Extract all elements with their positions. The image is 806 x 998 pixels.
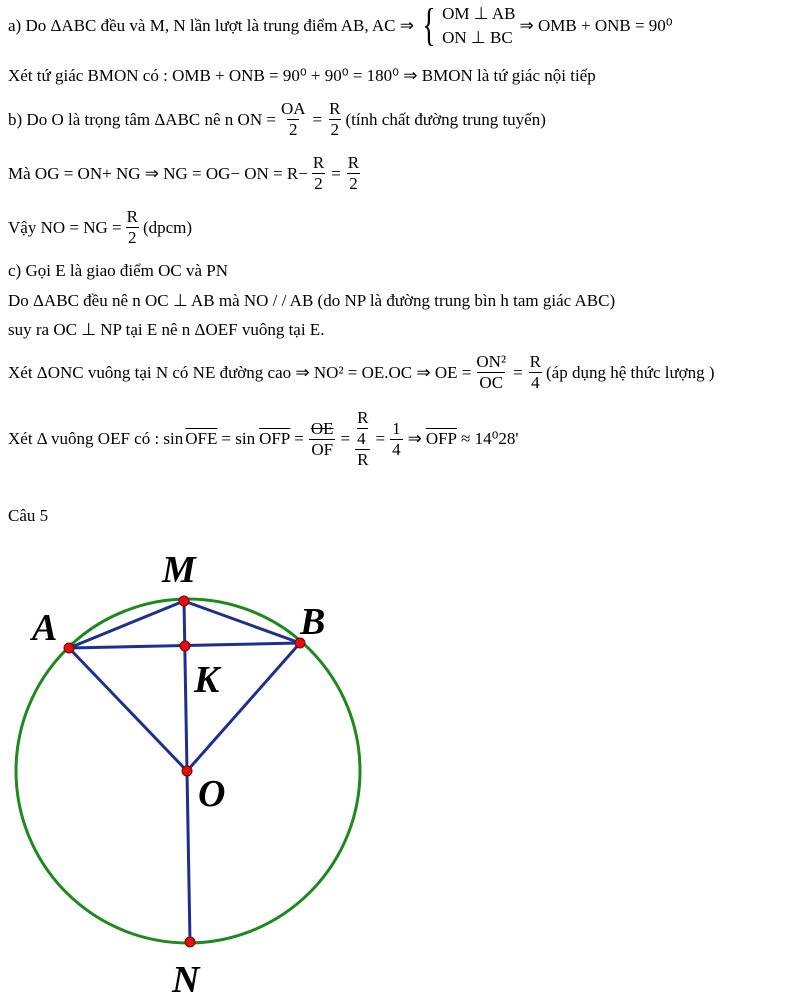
fraction-r-2 (311, 153, 326, 194)
line-c3 (8, 320, 324, 340)
label-a: A (32, 607, 58, 649)
segment-ao (69, 648, 187, 771)
system-row-1: OM ⊥ AB (442, 4, 516, 23)
label-m: M (162, 549, 196, 591)
part-a-text: a) Do ΔABC đều và M, N lần lượt là trung điểm AB, AC ⇒ (8, 16, 415, 35)
part-c-reason: Do ΔABC đều nê n OC ⊥ AB mà NO / / AB (do NP là đường trung bìn h tam giác ABC) (8, 291, 616, 310)
onc-text: Xét ΔONC vuông tại N có NE đường cao ⇒ NO² = OE.OC ⇒ OE = (8, 362, 472, 382)
frac-den: 4 (531, 373, 540, 392)
line-bmon (8, 66, 596, 86)
frac-num: R (329, 99, 341, 118)
frac-num: ON² (476, 352, 507, 371)
frac-num: OE (310, 418, 334, 438)
label-n: N (172, 959, 200, 998)
frac-den: R (357, 450, 369, 469)
equals: = (513, 362, 523, 382)
label-b: B (300, 601, 326, 643)
point-a (64, 643, 74, 653)
equals: = (294, 429, 304, 448)
line-ma (8, 153, 364, 194)
sin-text: Xét Δ vuông OEF có : sin (8, 429, 184, 448)
geometry-figure (0, 530, 806, 998)
line-c2 (8, 291, 615, 311)
point-o (182, 766, 192, 776)
fraction-1-4 (390, 419, 403, 460)
frac-den: 2 (288, 120, 298, 139)
line-part-a (8, 2, 673, 50)
inner-den: 4 (357, 428, 368, 449)
point-k (180, 641, 190, 651)
line-sin (8, 408, 520, 470)
part-b-text: b) Do O là trọng tâm ΔABC nê n ON = (8, 109, 276, 129)
frac-num: 1 (392, 418, 401, 438)
ma-text: Mà OG = ON+ NG ⇒ NG = OG− ON = R− (8, 163, 308, 183)
line-onc (8, 352, 715, 393)
fraction-r-2 (327, 99, 342, 140)
fraction-r-2 (125, 207, 140, 248)
angle-result: ≈ 14⁰28' (461, 429, 519, 448)
angle-ofp: $\overline{OFP}$ (259, 429, 291, 448)
equals: = (340, 429, 351, 448)
frac-num: R (347, 153, 360, 172)
part-c-text: c) Gọi E là giao điểm OC và PN (8, 261, 229, 280)
angle-ofp: $\overline{OFP}$ (425, 429, 457, 448)
frac-den: 2 (349, 174, 358, 193)
label-o: O (198, 773, 226, 815)
frac-num (355, 408, 370, 449)
system-brace: { OM ⊥ AB ON ⊥ BC (422, 0, 516, 50)
line-part-b (8, 99, 546, 140)
segment-am (69, 601, 184, 648)
equals: = (375, 429, 386, 448)
frac-den: OF (311, 439, 334, 459)
equals: = (331, 163, 341, 183)
fraction-oa-2 (279, 99, 308, 140)
angle-ofe: $\overline{OFE}$ (185, 429, 218, 448)
frac-den: 2 (314, 174, 323, 193)
fraction-oe-of (309, 419, 336, 460)
dpcm: (dpcm) (142, 217, 193, 237)
cau-5: Câu 5 (8, 506, 49, 525)
frac-den: 2 (330, 120, 340, 139)
line-vay (8, 207, 192, 248)
sin-eq: = sin (221, 429, 256, 448)
frac-num: R (312, 153, 325, 172)
frac-den: 4 (392, 439, 401, 459)
point-n (185, 937, 195, 947)
point-m (179, 596, 189, 606)
frac-num: R (529, 352, 541, 371)
question-label (8, 506, 48, 526)
part-c-conclusion: suy ra OC ⊥ NP tại E nê n ΔOEF vuông tại E. (8, 320, 325, 339)
frac-den: OC (479, 373, 504, 392)
equals: = (312, 109, 323, 129)
system-row-2: ON ⊥ BC (442, 28, 513, 47)
labels (30, 549, 325, 998)
fraction-r-2 (346, 153, 361, 194)
line-c1 (8, 261, 228, 281)
fraction-r-4 (528, 352, 543, 393)
vay-text: Vậy NO = NG = (8, 217, 122, 237)
part-a-result: ⇒ OMB + ONB = 90⁰ (519, 16, 673, 35)
frac-num: OA (280, 99, 306, 118)
fraction-on2-oc (474, 352, 508, 393)
frac-num: R (126, 207, 138, 226)
inner-num: R (357, 408, 369, 427)
label-k: K (194, 659, 220, 701)
part-b-note: (tính chất đường trung tuyến) (345, 109, 546, 129)
fraction-r4-r (355, 408, 370, 470)
implies: ⇒ (407, 429, 422, 448)
bmon-text: Xét tứ giác BMON có : OMB + ONB = 90⁰ + 90⁰ = 180⁰ ⇒ BMON là tứ giác nội tiếp (8, 66, 596, 85)
frac-den: 2 (128, 228, 137, 247)
onc-note: (áp dụng hệ thức lượng ) (546, 362, 715, 382)
